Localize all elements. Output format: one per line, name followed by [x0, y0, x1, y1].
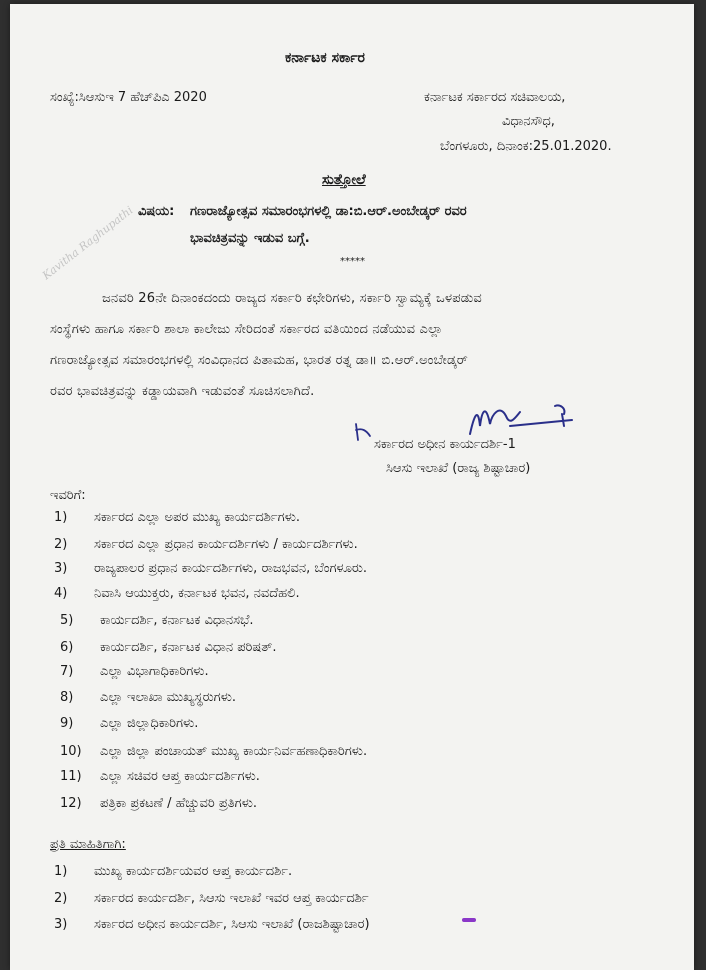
- copy-recipient-item-text: ಸರ್ಕಾರದ ಕಾರ್ಯದರ್ಶಿ, ಸಿಆಸು ಇಲಾಖೆ ಇವರ ಆಪ್ತ ಕಾರ್ಯದರ್ಶಿ: [94, 891, 369, 906]
- signatory-designation: ಸರ್ಕಾರದ ಅಧೀನ ಕಾರ್ಯದರ್ಶಿ-1: [374, 437, 516, 452]
- recipient-item-number: 6): [60, 640, 74, 655]
- recipient-item: [60, 640, 620, 660]
- recipient-item-text: ಕಾರ್ಯದರ್ಶಿ, ಕರ್ನಾಟಕ ವಿಧಾನ ಪರಿಷತ್.: [100, 640, 277, 655]
- recipient-item: [60, 744, 620, 764]
- copy-recipient-item-number: 3): [54, 917, 68, 932]
- recipients-label: ಇವರಿಗೆ:: [50, 488, 86, 503]
- recipient-item: [54, 561, 614, 581]
- document-page: [10, 4, 694, 970]
- recipient-item: [54, 537, 614, 557]
- recipient-item-number: 9): [60, 716, 74, 731]
- recipient-item-text: ಕಾರ್ಯದರ್ಶಿ, ಕರ್ನಾಟಕ ವಿಧಾನಸಭೆ.: [100, 613, 254, 628]
- recipient-item-number: 12): [60, 796, 82, 811]
- recipient-item: [60, 796, 620, 816]
- recipient-item-number: 4): [54, 586, 68, 601]
- recipient-item-number: 5): [60, 613, 74, 628]
- recipient-item-number: 1): [54, 510, 68, 525]
- recipient-item-text: ಎಲ್ಲಾ ಸಚಿವರ ಆಪ್ತ ಕಾರ್ಯದರ್ಶಿಗಳು.: [100, 769, 260, 784]
- subject-label: ವಿಷಯ:: [138, 204, 175, 219]
- recipient-item: [60, 690, 620, 710]
- recipient-item-number: 7): [60, 664, 74, 679]
- office-address-line-2: ವಿಧಾನಸೌಧ,: [502, 114, 555, 129]
- recipient-item-text: ಎಲ್ಲಾ ಜಿಲ್ಲಾಧಿಕಾರಿಗಳು.: [100, 716, 199, 731]
- recipient-item-number: 11): [60, 769, 82, 784]
- office-address-line-1: ಕರ್ನಾಟಕ ಸರ್ಕಾರದ ಸಚಿವಾಲಯ,: [424, 90, 566, 105]
- highlight-mark: [462, 918, 476, 922]
- recipient-item-text: ನಿವಾಸಿ ಆಯುಕ್ತರು, ಕರ್ನಾಟಕ ಭವನ, ನವದೆಹಲಿ.: [94, 586, 300, 601]
- recipient-item: [54, 586, 614, 606]
- copy-info-label: ಪ್ರತಿ ಮಾಹಿತಿಗಾಗಿ:: [50, 837, 126, 852]
- copy-recipient-item-text: ಸರ್ಕಾರದ ಅಧೀನ ಕಾರ್ಯದರ್ಶಿ, ಸಿಆಸು ಇಲಾಖೆ (ರಾಜಶಿಷ್ಟಾಚಾರ): [94, 917, 370, 932]
- copy-recipient-item-text: ಮುಖ್ಯ ಕಾರ್ಯದರ್ಶಿಯವರ ಆಪ್ತ ಕಾರ್ಯದರ್ಶಿ.: [94, 864, 293, 879]
- separator-stars: *****: [340, 256, 365, 267]
- recipient-item-number: 2): [54, 537, 68, 552]
- copy-recipient-item: [54, 864, 614, 884]
- signatory-department: ಸಿಆಸು ಇಲಾಖೆ (ರಾಜ್ಯ ಶಿಷ್ಟಾಚಾರ): [386, 461, 531, 476]
- recipient-item-text: ರಾಜ್ಯಪಾಲರ ಪ್ರಧಾನ ಕಾರ್ಯದರ್ಶಿಗಳು, ರಾಜಭವನ, ಬೆಂಗಳೂರು.: [94, 561, 368, 576]
- recipient-item: [54, 510, 614, 530]
- recipient-item-number: 8): [60, 690, 74, 705]
- copy-recipient-item-number: 2): [54, 891, 68, 906]
- recipient-item-number: 10): [60, 744, 82, 759]
- watermark-text: Kavitha Raghupathi: [40, 203, 136, 283]
- circular-heading: ಸುತ್ತೋಲೆ: [322, 172, 366, 188]
- copy-recipient-item-number: 1): [54, 864, 68, 879]
- body-line-3: ಗಣರಾಜ್ಯೋತ್ಸವ ಸಮಾರಂಭಗಳಲ್ಲಿ ಸಂವಿಧಾನದ ಪಿತಾಮಹ, ಭಾರತ ರತ್ನ ಡಾ॥ ಬಿ.ಆರ್.ಅಂಬೇಡ್ಕರ್: [50, 353, 468, 368]
- recipient-item: [60, 769, 620, 789]
- recipient-item-text: ಎಲ್ಲಾ ಇಲಾಖಾ ಮುಖ್ಯಸ್ಥರುಗಳು.: [100, 690, 237, 705]
- recipient-item: [60, 613, 620, 633]
- subject-line-2: ಭಾವಚಿತ್ರವನ್ನು ಇಡುವ ಬಗ್ಗೆ.: [190, 231, 310, 246]
- place-date: ಬೆಂಗಳೂರು, ದಿನಾಂಕ:25.01.2020.: [440, 139, 612, 154]
- copy-recipient-item: [54, 917, 614, 937]
- body-line-4: ರವರ ಭಾವಚಿತ್ರವನ್ನು ಕಡ್ಡಾಯವಾಗಿ ಇಡುವಂತೆ ಸೂಚಿಸಲಾಗಿದೆ.: [50, 384, 315, 399]
- recipient-item-text: ಪತ್ರಿಕಾ ಪ್ರಕಟಣೆ / ಹೆಚ್ಚುವರಿ ಪ್ರತಿಗಳು.: [100, 796, 258, 811]
- recipient-item: [60, 716, 620, 736]
- reference-number: ಸಂಖ್ಯೆ:ಸಿಆಸುಇ 7 ಹೆಚ್‌ಪಿಎ 2020: [50, 90, 207, 105]
- recipient-item-text: ಎಲ್ಲಾ ಜಿಲ್ಲಾ ಪಂಚಾಯತ್ ಮುಖ್ಯ ಕಾರ್ಯನಿರ್ವಹಣಾಧಿಕಾರಿಗಳು.: [100, 744, 368, 759]
- body-line-1: ಜನವರಿ 26ನೇ ದಿನಾಂಕದಂದು ರಾಜ್ಯದ ಸರ್ಕಾರಿ ಕಛೇರಿಗಳು, ಸರ್ಕಾರಿ ಸ್ವಾಮ್ಯಕ್ಕೆ ಒಳಪಡುವ: [102, 291, 482, 306]
- subject-line-1: ಗಣರಾಜ್ಯೋತ್ಸವ ಸಮಾರಂಭಗಳಲ್ಲಿ ಡಾ:ಬಿ.ಆರ್.ಅಂಬೇಡ್ಕರ್ ರವರ: [190, 204, 467, 219]
- document-title: ಕರ್ನಾಟಕ ಸರ್ಕಾರ: [285, 50, 365, 66]
- recipient-item-text: ಎಲ್ಲಾ ವಿಭಾಗಾಧಿಕಾರಿಗಳು.: [100, 664, 209, 679]
- body-line-2: ಸಂಸ್ಥೆಗಳು ಹಾಗೂ ಸರ್ಕಾರಿ ಶಾಲಾ ಕಾಲೇಜು ಸೇರಿದಂತೆ ಸರ್ಕಾರದ ವತಿಯಿಂದ ನಡೆಯುವ ಎಲ್ಲಾ: [50, 322, 443, 337]
- copy-recipient-item: [54, 891, 614, 911]
- recipient-item: [60, 664, 620, 684]
- recipient-item-text: ಸರ್ಕಾರದ ಎಲ್ಲಾ ಅಪರ ಮುಖ್ಯ ಕಾರ್ಯದರ್ಶಿಗಳು.: [94, 510, 301, 525]
- recipient-item-text: ಸರ್ಕಾರದ ಎಲ್ಲಾ ಪ್ರಧಾನ ಕಾರ್ಯದರ್ಶಿಗಳು / ಕಾರ್ಯದರ್ಶಿಗಳು.: [94, 537, 358, 552]
- recipient-item-number: 3): [54, 561, 68, 576]
